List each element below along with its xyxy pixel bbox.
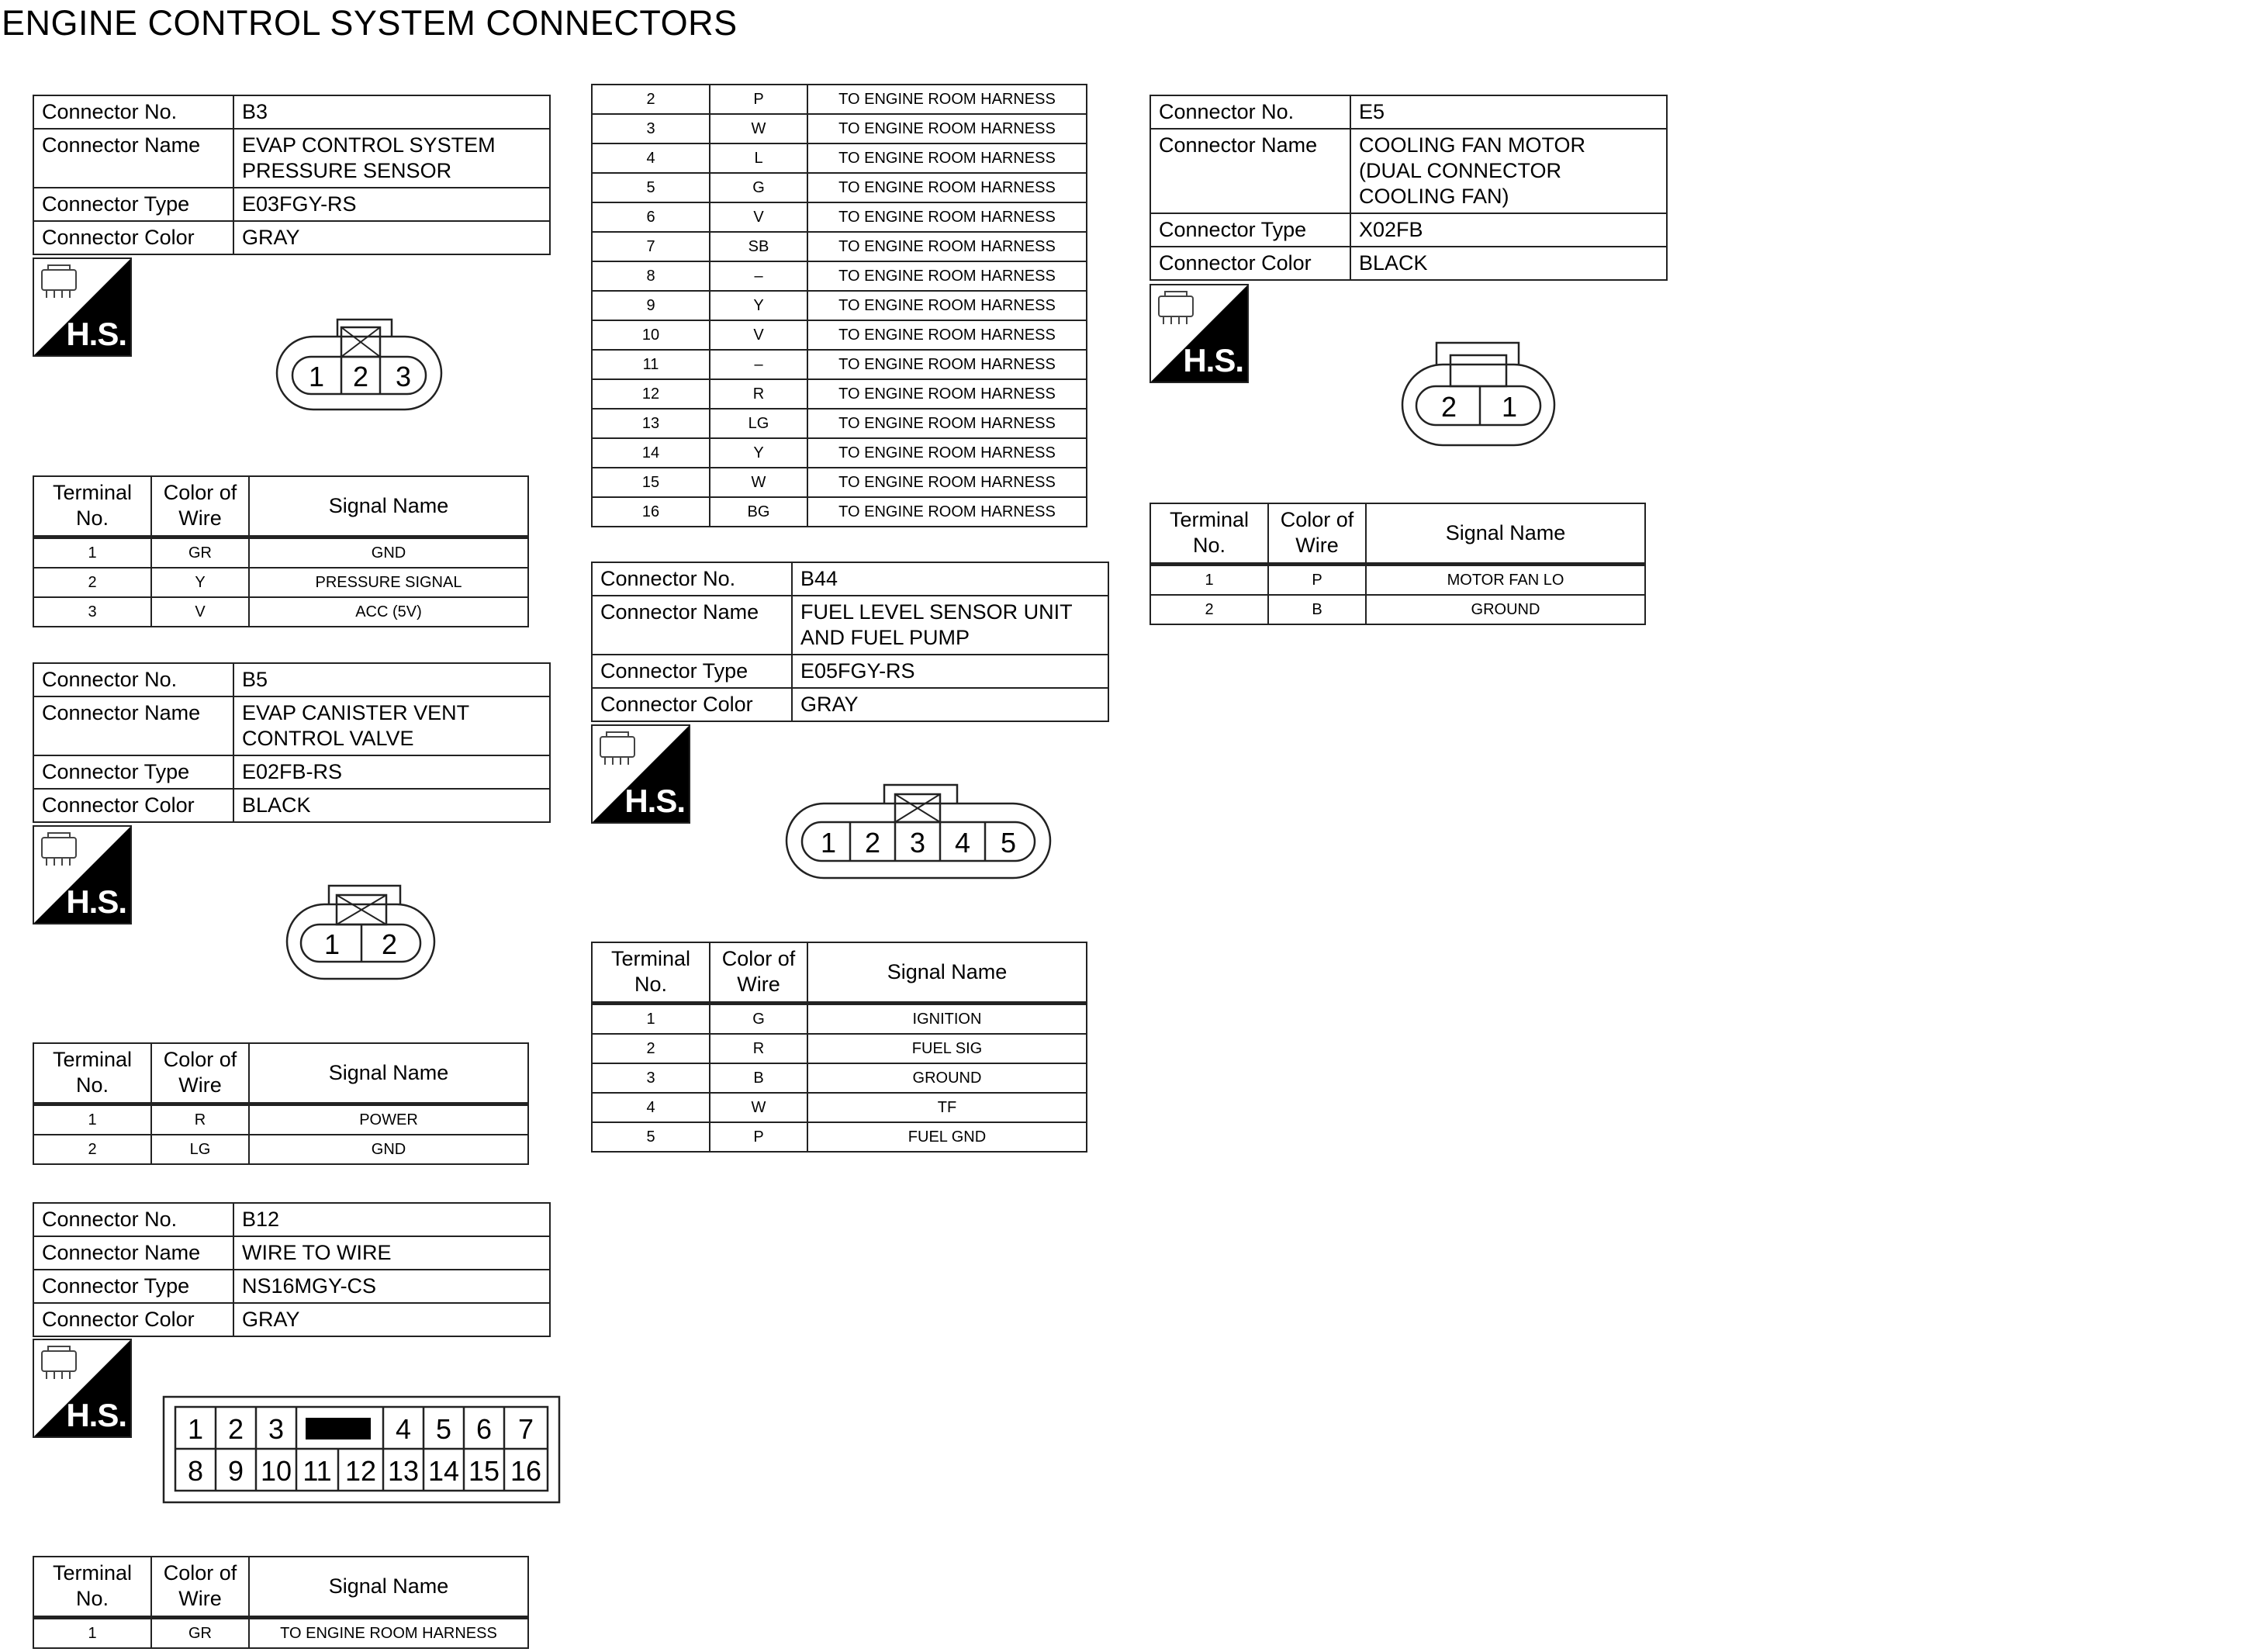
wire-color-cell: G	[710, 1004, 807, 1035]
signal-table-b3	[33, 475, 529, 627]
harness-side-badge	[33, 825, 132, 924]
signal-name-cell: TO ENGINE ROOM HARNESS	[807, 291, 1087, 320]
terminal-no-cell: 3	[33, 597, 151, 627]
label-connector-no: Connector No.	[1150, 95, 1350, 129]
signal-name-cell: TO ENGINE ROOM HARNESS	[807, 143, 1087, 173]
signal-name-cell: PRESSURE SIGNAL	[249, 568, 528, 597]
signal-name-cell: TO ENGINE ROOM HARNESS	[807, 379, 1087, 409]
signal-name-cell: TO ENGINE ROOM HARNESS	[807, 320, 1087, 350]
wire-color-cell: B	[1268, 595, 1366, 624]
value-connector-name-2: AND FUEL PUMP	[800, 626, 970, 649]
value-connector-no: E5	[1350, 95, 1667, 129]
table-row	[592, 1122, 1087, 1152]
pin-label: 4	[954, 827, 971, 859]
pin-label: 1	[1501, 391, 1518, 423]
wire-color-cell: Y	[151, 568, 249, 597]
hs-label: H.S.	[1183, 342, 1243, 378]
pin-label: 4	[395, 1413, 412, 1445]
value-connector-name: EVAP CONTROL SYSTEM	[242, 133, 496, 157]
terminal-no-cell: 7	[592, 232, 710, 261]
pin-label: 1	[187, 1413, 204, 1445]
table-row	[592, 379, 1087, 409]
wire-color-cell: P	[1268, 565, 1366, 596]
wire-color-cell: LG	[151, 1135, 249, 1164]
table-row	[592, 1034, 1087, 1063]
terminal-no-cell: 2	[592, 85, 710, 114]
terminal-no-cell: 4	[592, 1093, 710, 1122]
header-signal-name: Signal Name	[807, 942, 1087, 1004]
wire-color-cell: Y	[710, 291, 807, 320]
value-connector-no: B12	[233, 1203, 550, 1236]
value-connector-type: E05FGY-RS	[792, 655, 1108, 688]
hs-label: H.S.	[624, 783, 685, 819]
pin-label: 2	[864, 827, 881, 859]
signal-name-cell: TO ENGINE ROOM HARNESS	[807, 261, 1087, 291]
label-connector-color: Connector Color	[33, 1303, 233, 1336]
signal-name-cell: TO ENGINE ROOM HARNESS	[807, 173, 1087, 202]
header-color-of-wire: Color of Wire	[710, 942, 807, 1004]
header-terminal-no: Terminal No.	[1150, 503, 1268, 565]
value-connector-name: EVAP CANISTER VENT	[242, 701, 470, 724]
signal-name-cell: GND	[249, 537, 528, 569]
terminal-no-cell: 1	[33, 1618, 151, 1649]
value-connector-color: BLACK	[1350, 247, 1667, 280]
wire-color-cell: –	[710, 261, 807, 291]
terminal-no-cell: 2	[33, 568, 151, 597]
table-row	[592, 320, 1087, 350]
signal-name-cell: TO ENGINE ROOM HARNESS	[807, 409, 1087, 438]
table-row	[592, 291, 1087, 320]
value-connector-no: B44	[792, 562, 1108, 596]
wire-color-cell: SB	[710, 232, 807, 261]
wire-color-cell: Y	[710, 438, 807, 468]
pin-label: 7	[517, 1413, 534, 1445]
header-signal-name: Signal Name	[1366, 503, 1645, 565]
wire-color-cell: B	[710, 1063, 807, 1093]
connector-info-b3	[33, 95, 551, 255]
label-connector-color: Connector Color	[1150, 247, 1350, 280]
table-row	[592, 114, 1087, 143]
value-connector-name: WIRE TO WIRE	[233, 1236, 550, 1270]
terminal-no-cell: 1	[1150, 565, 1268, 596]
value-connector-color: GRAY	[792, 688, 1108, 721]
header-signal-name: Signal Name	[249, 1043, 528, 1104]
value-connector-name-2: CONTROL VALVE	[242, 727, 414, 750]
pin-label: 2	[227, 1413, 244, 1445]
pin-label: 1	[820, 827, 837, 859]
label-connector-name: Connector Name	[33, 129, 233, 188]
harness-side-badge	[591, 724, 690, 824]
table-row	[33, 1104, 528, 1135]
pin-label: 5	[1000, 827, 1017, 859]
label-connector-color: Connector Color	[33, 789, 233, 822]
wire-color-cell: –	[710, 350, 807, 379]
terminal-no-cell: 2	[1150, 595, 1268, 624]
pin-label: 3	[268, 1413, 285, 1445]
signal-name-cell: TO ENGINE ROOM HARNESS	[807, 85, 1087, 114]
label-connector-name: Connector Name	[592, 596, 792, 655]
connector-face-b3	[275, 318, 446, 419]
terminal-no-cell: 3	[592, 114, 710, 143]
cavity-block	[306, 1418, 371, 1439]
signal-name-cell: TO ENGINE ROOM HARNESS	[807, 438, 1087, 468]
pin-label: 9	[227, 1455, 244, 1487]
label-connector-type: Connector Type	[33, 1270, 233, 1303]
value-connector-type: NS16MGY-CS	[233, 1270, 550, 1303]
wire-color-cell: LG	[710, 409, 807, 438]
signal-name-cell: TO ENGINE ROOM HARNESS	[807, 202, 1087, 232]
terminal-no-cell: 12	[592, 379, 710, 409]
hs-label: H.S.	[66, 1397, 126, 1433]
header-color-of-wire: Color of Wire	[151, 1043, 249, 1104]
signal-name-cell: TO ENGINE ROOM HARNESS	[807, 114, 1087, 143]
signal-name-cell: TO ENGINE ROOM HARNESS	[807, 468, 1087, 497]
pin-label: 16	[510, 1455, 542, 1487]
label-connector-type: Connector Type	[33, 188, 233, 221]
pin-label: 1	[308, 361, 325, 392]
pin-label: 14	[427, 1455, 460, 1487]
label-connector-type: Connector Type	[33, 755, 233, 789]
signal-table-b44	[591, 942, 1087, 1153]
pin-label: 3	[395, 361, 412, 392]
value-connector-color: BLACK	[233, 789, 550, 822]
value-connector-name: FUEL LEVEL SENSOR UNIT	[800, 600, 1073, 624]
header-color-of-wire: Color of Wire	[151, 476, 249, 537]
table-row	[592, 1093, 1087, 1122]
wire-color-cell: W	[710, 114, 807, 143]
pin-label: 12	[344, 1455, 377, 1487]
header-terminal-no: Terminal No.	[33, 1043, 151, 1104]
connector-face-b5	[285, 884, 441, 985]
pin-label: 15	[468, 1455, 500, 1487]
value-connector-no: B3	[233, 95, 550, 129]
header-terminal-no: Terminal No.	[33, 1557, 151, 1618]
label-connector-color: Connector Color	[592, 688, 792, 721]
pin-label: 6	[475, 1413, 493, 1445]
signal-name-cell: POWER	[249, 1104, 528, 1135]
terminal-no-cell: 2	[592, 1034, 710, 1063]
pin-label: 2	[381, 928, 398, 960]
table-row	[1150, 595, 1645, 624]
terminal-no-cell: 11	[592, 350, 710, 379]
label-connector-type: Connector Type	[1150, 213, 1350, 247]
signal-name-cell: FUEL SIG	[807, 1034, 1087, 1063]
signal-name-cell: IGNITION	[807, 1004, 1087, 1035]
table-row	[33, 537, 528, 569]
connector-face-e5	[1401, 341, 1564, 450]
label-connector-no: Connector No.	[33, 95, 233, 129]
label-connector-no: Connector No.	[33, 663, 233, 696]
signal-name-cell: TO ENGINE ROOM HARNESS	[807, 497, 1087, 527]
header-signal-name: Signal Name	[249, 1557, 528, 1618]
signal-name-cell: GND	[249, 1135, 528, 1164]
wire-color-cell: W	[710, 1093, 807, 1122]
terminal-no-cell: 9	[592, 291, 710, 320]
pin-label: 1	[323, 928, 341, 960]
wire-color-cell: R	[151, 1104, 249, 1135]
table-row	[592, 497, 1087, 527]
signal-name-cell: TO ENGINE ROOM HARNESS	[249, 1618, 528, 1649]
terminal-no-cell: 3	[592, 1063, 710, 1093]
hs-label: H.S.	[66, 316, 126, 352]
connector-info-b12	[33, 1202, 551, 1337]
terminal-no-cell: 14	[592, 438, 710, 468]
signal-table-b5	[33, 1042, 529, 1165]
signal-table-b12-part1	[33, 1556, 529, 1649]
connector-info-b5	[33, 662, 551, 823]
signal-name-cell: FUEL GND	[807, 1122, 1087, 1152]
table-row	[592, 85, 1087, 114]
table-row	[592, 202, 1087, 232]
wire-color-cell: BG	[710, 497, 807, 527]
signal-name-cell: MOTOR FAN LO	[1366, 565, 1645, 596]
table-row	[592, 1004, 1087, 1035]
label-connector-name: Connector Name	[33, 696, 233, 755]
value-connector-color: GRAY	[233, 1303, 550, 1336]
connector-face-b44	[785, 783, 1056, 884]
pin-label: 3	[909, 827, 926, 859]
wire-color-cell: GR	[151, 1618, 249, 1649]
pin-label: 2	[1440, 391, 1457, 423]
wire-color-cell: G	[710, 173, 807, 202]
value-connector-name-3: COOLING FAN)	[1359, 185, 1509, 208]
wire-color-cell: W	[710, 468, 807, 497]
terminal-no-cell: 1	[33, 1104, 151, 1135]
terminal-no-cell: 6	[592, 202, 710, 232]
label-connector-no: Connector No.	[33, 1203, 233, 1236]
header-signal-name: Signal Name	[249, 476, 528, 537]
signal-table-b12-part2	[591, 84, 1087, 527]
signal-name-cell: ACC (5V)	[249, 597, 528, 627]
pin-label: 5	[435, 1413, 452, 1445]
value-connector-color: GRAY	[233, 221, 550, 254]
label-connector-type: Connector Type	[592, 655, 792, 688]
table-row	[33, 597, 528, 627]
value-connector-type: E03FGY-RS	[233, 188, 550, 221]
connector-info-b44	[591, 562, 1109, 722]
table-row	[592, 438, 1087, 468]
table-row	[592, 143, 1087, 173]
header-terminal-no: Terminal No.	[33, 476, 151, 537]
header-color-of-wire: Color of Wire	[1268, 503, 1366, 565]
table-row	[592, 350, 1087, 379]
wire-color-cell: V	[710, 320, 807, 350]
table-row	[592, 409, 1087, 438]
wire-color-cell: R	[710, 379, 807, 409]
terminal-no-cell: 1	[592, 1004, 710, 1035]
terminal-no-cell: 4	[592, 143, 710, 173]
page-title: ENGINE CONTROL SYSTEM CONNECTORS	[2, 3, 738, 43]
terminal-no-cell: 1	[33, 537, 151, 569]
label-connector-no: Connector No.	[592, 562, 792, 596]
wire-color-cell: L	[710, 143, 807, 173]
value-connector-name-2: PRESSURE SENSOR	[242, 159, 452, 182]
wire-color-cell: V	[710, 202, 807, 232]
signal-table-e5	[1150, 503, 1646, 625]
label-connector-name: Connector Name	[33, 1236, 233, 1270]
terminal-no-cell: 8	[592, 261, 710, 291]
table-row	[592, 261, 1087, 291]
signal-name-cell: TO ENGINE ROOM HARNESS	[807, 232, 1087, 261]
wire-color-cell: P	[710, 85, 807, 114]
signal-name-cell: GROUND	[807, 1063, 1087, 1093]
connector-info-e5	[1150, 95, 1668, 281]
pin-label: 8	[187, 1455, 204, 1487]
pin-label: 11	[303, 1455, 332, 1487]
header-terminal-no: Terminal No.	[592, 942, 710, 1004]
pin-label: 10	[260, 1455, 292, 1487]
hs-label: H.S.	[66, 883, 126, 920]
pin-label: 13	[387, 1455, 420, 1487]
wire-color-cell: V	[151, 597, 249, 627]
table-row	[1150, 565, 1645, 596]
value-connector-type: X02FB	[1350, 213, 1667, 247]
signal-name-cell: TO ENGINE ROOM HARNESS	[807, 350, 1087, 379]
terminal-no-cell: 16	[592, 497, 710, 527]
header-color-of-wire: Color of Wire	[151, 1557, 249, 1618]
label-connector-color: Connector Color	[33, 221, 233, 254]
table-row	[33, 1135, 528, 1164]
table-row	[592, 468, 1087, 497]
wire-color-cell: R	[710, 1034, 807, 1063]
terminal-no-cell: 5	[592, 1122, 710, 1152]
connector-face-b12	[163, 1396, 560, 1505]
harness-side-badge	[33, 257, 132, 357]
harness-side-badge	[33, 1339, 132, 1438]
value-connector-name-2: (DUAL CONNECTOR	[1359, 159, 1562, 182]
harness-side-badge	[1150, 284, 1249, 383]
table-row	[33, 1618, 528, 1649]
wire-color-cell: GR	[151, 537, 249, 569]
terminal-no-cell: 2	[33, 1135, 151, 1164]
pin-label: 2	[352, 361, 369, 392]
value-connector-type: E02FB-RS	[233, 755, 550, 789]
wire-color-cell: P	[710, 1122, 807, 1152]
terminal-no-cell: 5	[592, 173, 710, 202]
signal-name-cell: GROUND	[1366, 595, 1645, 624]
value-connector-name: COOLING FAN MOTOR	[1359, 133, 1586, 157]
table-row	[592, 232, 1087, 261]
table-row	[33, 568, 528, 597]
table-row	[592, 1063, 1087, 1093]
value-connector-no: B5	[233, 663, 550, 696]
label-connector-name: Connector Name	[1150, 129, 1350, 213]
signal-name-cell: TF	[807, 1093, 1087, 1122]
terminal-no-cell: 10	[592, 320, 710, 350]
table-row	[592, 173, 1087, 202]
terminal-no-cell: 15	[592, 468, 710, 497]
terminal-no-cell: 13	[592, 409, 710, 438]
